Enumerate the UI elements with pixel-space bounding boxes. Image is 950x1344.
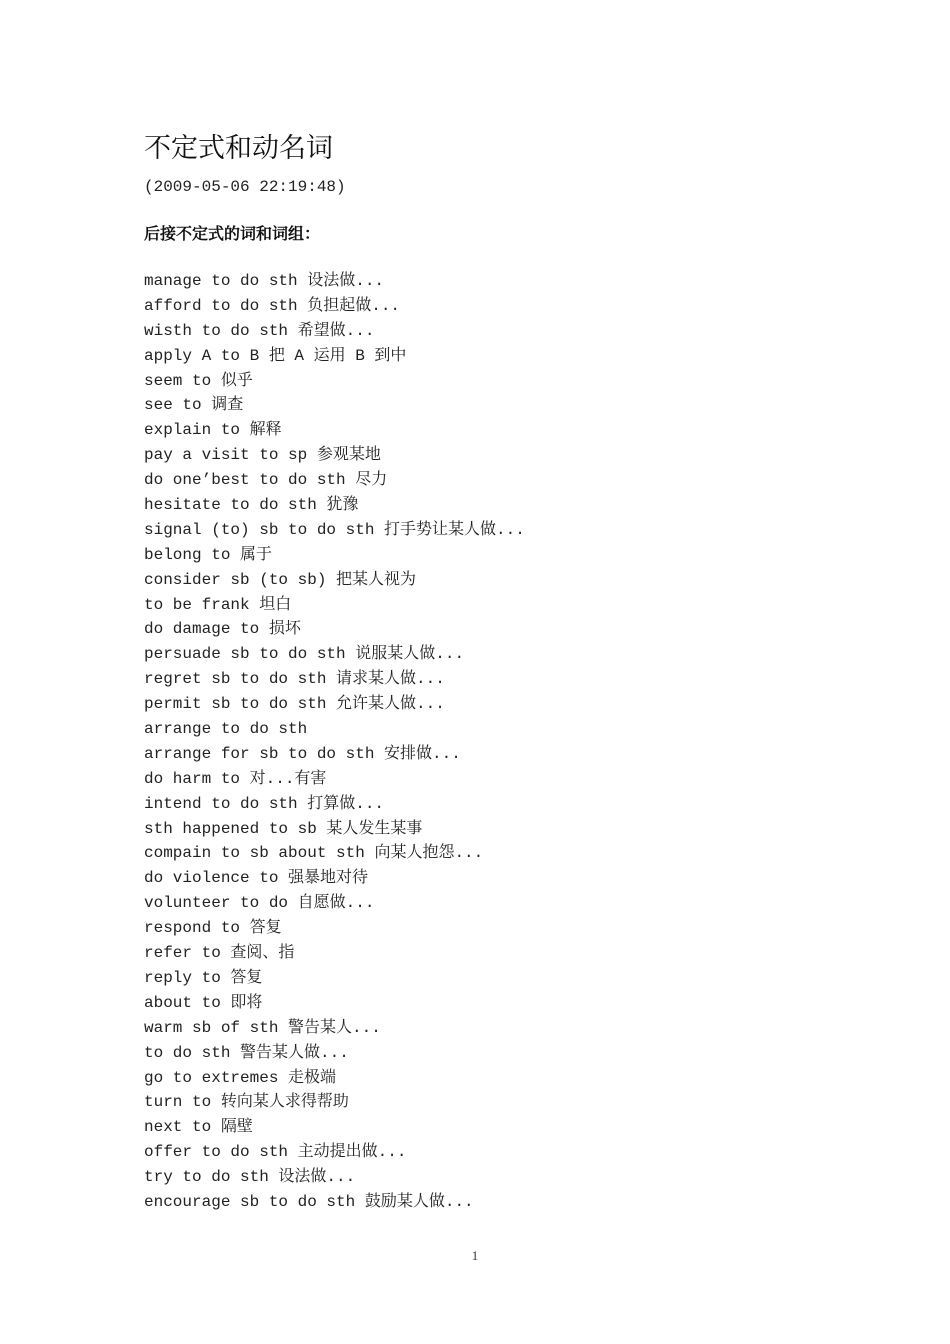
list-item: do harm to 对...有害 bbox=[144, 769, 327, 788]
document-title: 不定式和动名词 bbox=[144, 133, 333, 164]
list-item: to do sth 警告某人做... bbox=[144, 1043, 349, 1062]
list-item: belong to 属于 bbox=[144, 545, 273, 564]
list-item: see to 调查 bbox=[144, 396, 244, 415]
list-item: volunteer to do 自愿做... bbox=[144, 894, 375, 913]
list-item: do one’best to do sth 尽力 bbox=[144, 471, 388, 490]
list-item: apply A to B 把 A 运用 B 到中 bbox=[144, 346, 407, 365]
list-item: try to do sth 设法做... bbox=[144, 1168, 356, 1187]
list-item: do damage to 损坏 bbox=[144, 620, 301, 639]
list-item: do violence to 强暴地对待 bbox=[144, 869, 369, 888]
list-item: go to extremes 走极端 bbox=[144, 1068, 337, 1087]
list-item: seem to 似乎 bbox=[144, 371, 253, 390]
list-item: pay a visit to sp 参观某地 bbox=[144, 446, 381, 465]
list-item: encourage sb to do sth 鼓励某人做... bbox=[144, 1192, 474, 1211]
list-item: warm sb of sth 警告某人... bbox=[144, 1018, 381, 1037]
list-item: signal (to) sb to do sth 打手势让某人做... bbox=[144, 520, 525, 539]
section-heading: 后接不定式的词和词组： bbox=[144, 224, 321, 243]
list-item: refer to 查阅、指 bbox=[144, 944, 295, 963]
list-item: arrange to do sth bbox=[144, 720, 308, 739]
list-item: compain to sb about sth 向某人抱怨... bbox=[144, 844, 484, 863]
list-item: regret sb to do sth 请求某人做... bbox=[144, 670, 445, 689]
list-item: arrange for sb to do sth 安排做... bbox=[144, 744, 461, 763]
list-item: about to 即将 bbox=[144, 993, 263, 1012]
document-timestamp: (2009-05-06 22:19:48) bbox=[144, 178, 346, 196]
list-item: sth happened to sb 某人发生某事 bbox=[144, 819, 423, 838]
list-item: manage to do sth 设法做... bbox=[144, 272, 385, 290]
list-item: persuade sb to do sth 说服某人做... bbox=[144, 645, 465, 664]
list-item: permit sb to do sth 允许某人做... bbox=[144, 695, 445, 714]
list-item: wisth to do sth 希望做... bbox=[144, 321, 375, 340]
list-item: afford to do sth 负担起做... bbox=[144, 296, 401, 315]
list-item: offer to do sth 主动提出做... bbox=[144, 1143, 407, 1162]
phrase-list bbox=[144, 269, 525, 1215]
page-number: 1 bbox=[471, 1248, 479, 1263]
list-item: respond to 答复 bbox=[144, 919, 282, 938]
list-item: to be frank 坦白 bbox=[144, 595, 292, 614]
list-item: next to 隔壁 bbox=[144, 1118, 253, 1137]
list-item: reply to 答复 bbox=[144, 968, 263, 987]
list-item: hesitate to do sth 犹豫 bbox=[144, 496, 359, 515]
list-item: explain to 解释 bbox=[144, 421, 282, 440]
list-item: intend to do sth 打算做... bbox=[144, 794, 385, 813]
list-item: consider sb (to sb) 把某人视为 bbox=[144, 570, 417, 589]
list-item: turn to 转向某人求得帮助 bbox=[144, 1093, 349, 1112]
